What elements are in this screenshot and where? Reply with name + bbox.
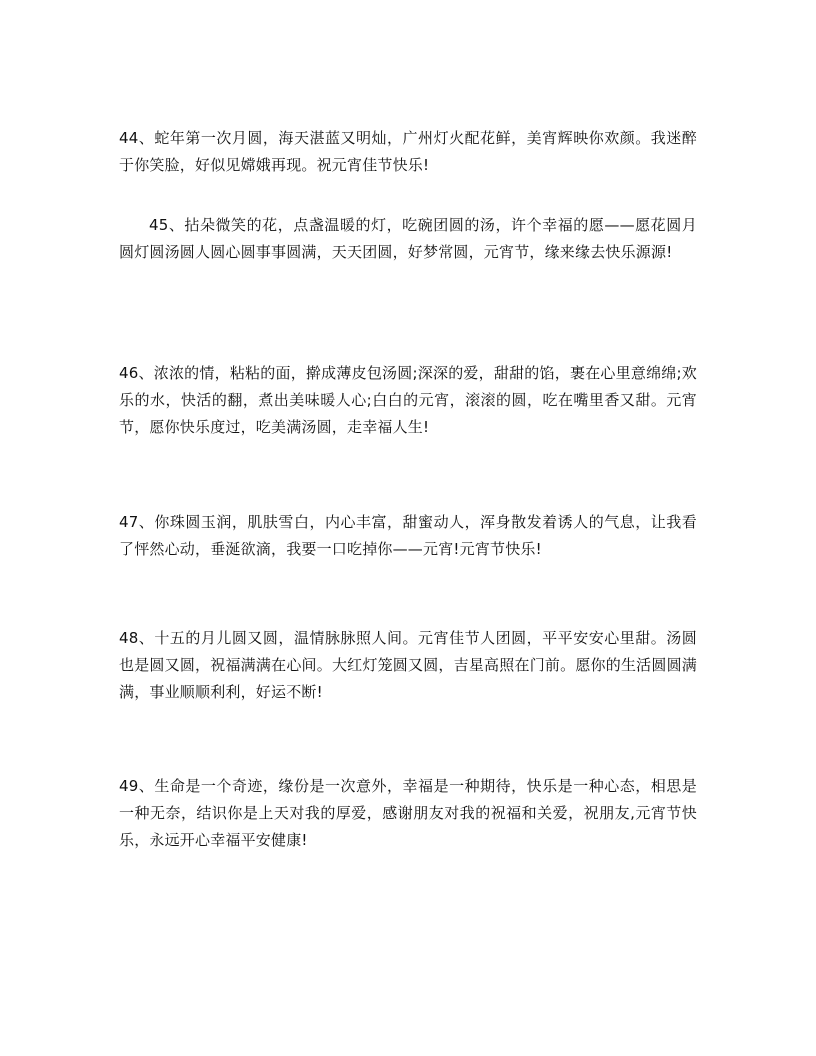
- paragraph-44: 44、蛇年第一次月圆，海天湛蓝又明灿，广州灯火配花鲜，美宵辉映你欢颜。我迷醉于你笑脸，好似见嫦娥再现。祝元宵佳节快乐!: [119, 129, 697, 174]
- paragraph-46: 46、浓浓的情，粘粘的面，擀成薄皮包汤圆;深深的爱，甜甜的馅，裹在心里意绵绵;欢乐的水，快活的翻，煮出美味暖人心;白白的元宵，滚滚的圆，吃在嘴里香又甜。元宵节，愿你快乐度过，吃美满汤圆，走幸福人生!: [119, 364, 697, 436]
- paragraph-45: 45、拈朵微笑的花，点盏温暖的灯，吃碗团圆的汤，许个幸福的愿——愿花圆月圆灯圆汤圆人圆心圆事事圆满，天天团圆，好梦常圆，元宵节，缘来缘去快乐源源!: [119, 216, 697, 261]
- paragraph-47: 47、你珠圆玉润，肌肤雪白，内心丰富，甜蜜动人，浑身散发着诱人的气息，让我看了怦然心动，垂涎欲滴，我要一口吃掉你——元宵!元宵节快乐!: [119, 513, 697, 558]
- paragraph-48: 48、十五的月儿圆又圆，温情脉脉照人间。元宵佳节人团圆，平平安安心里甜。汤圆也是圆又圆，祝福满满在心间。大红灯笼圆又圆，吉星高照在门前。愿你的生活圆圆满满，事业顺顺利利，好运不断!: [119, 629, 697, 701]
- paragraph-49: 49、生命是一个奇迹，缘份是一次意外，幸福是一种期待，快乐是一种心态，相思是一种无奈，结识你是上天对我的厚爱，感谢朋友对我的祝福和关爱，祝朋友,元宵节快乐，永远开心幸福平安健康!: [119, 777, 697, 849]
